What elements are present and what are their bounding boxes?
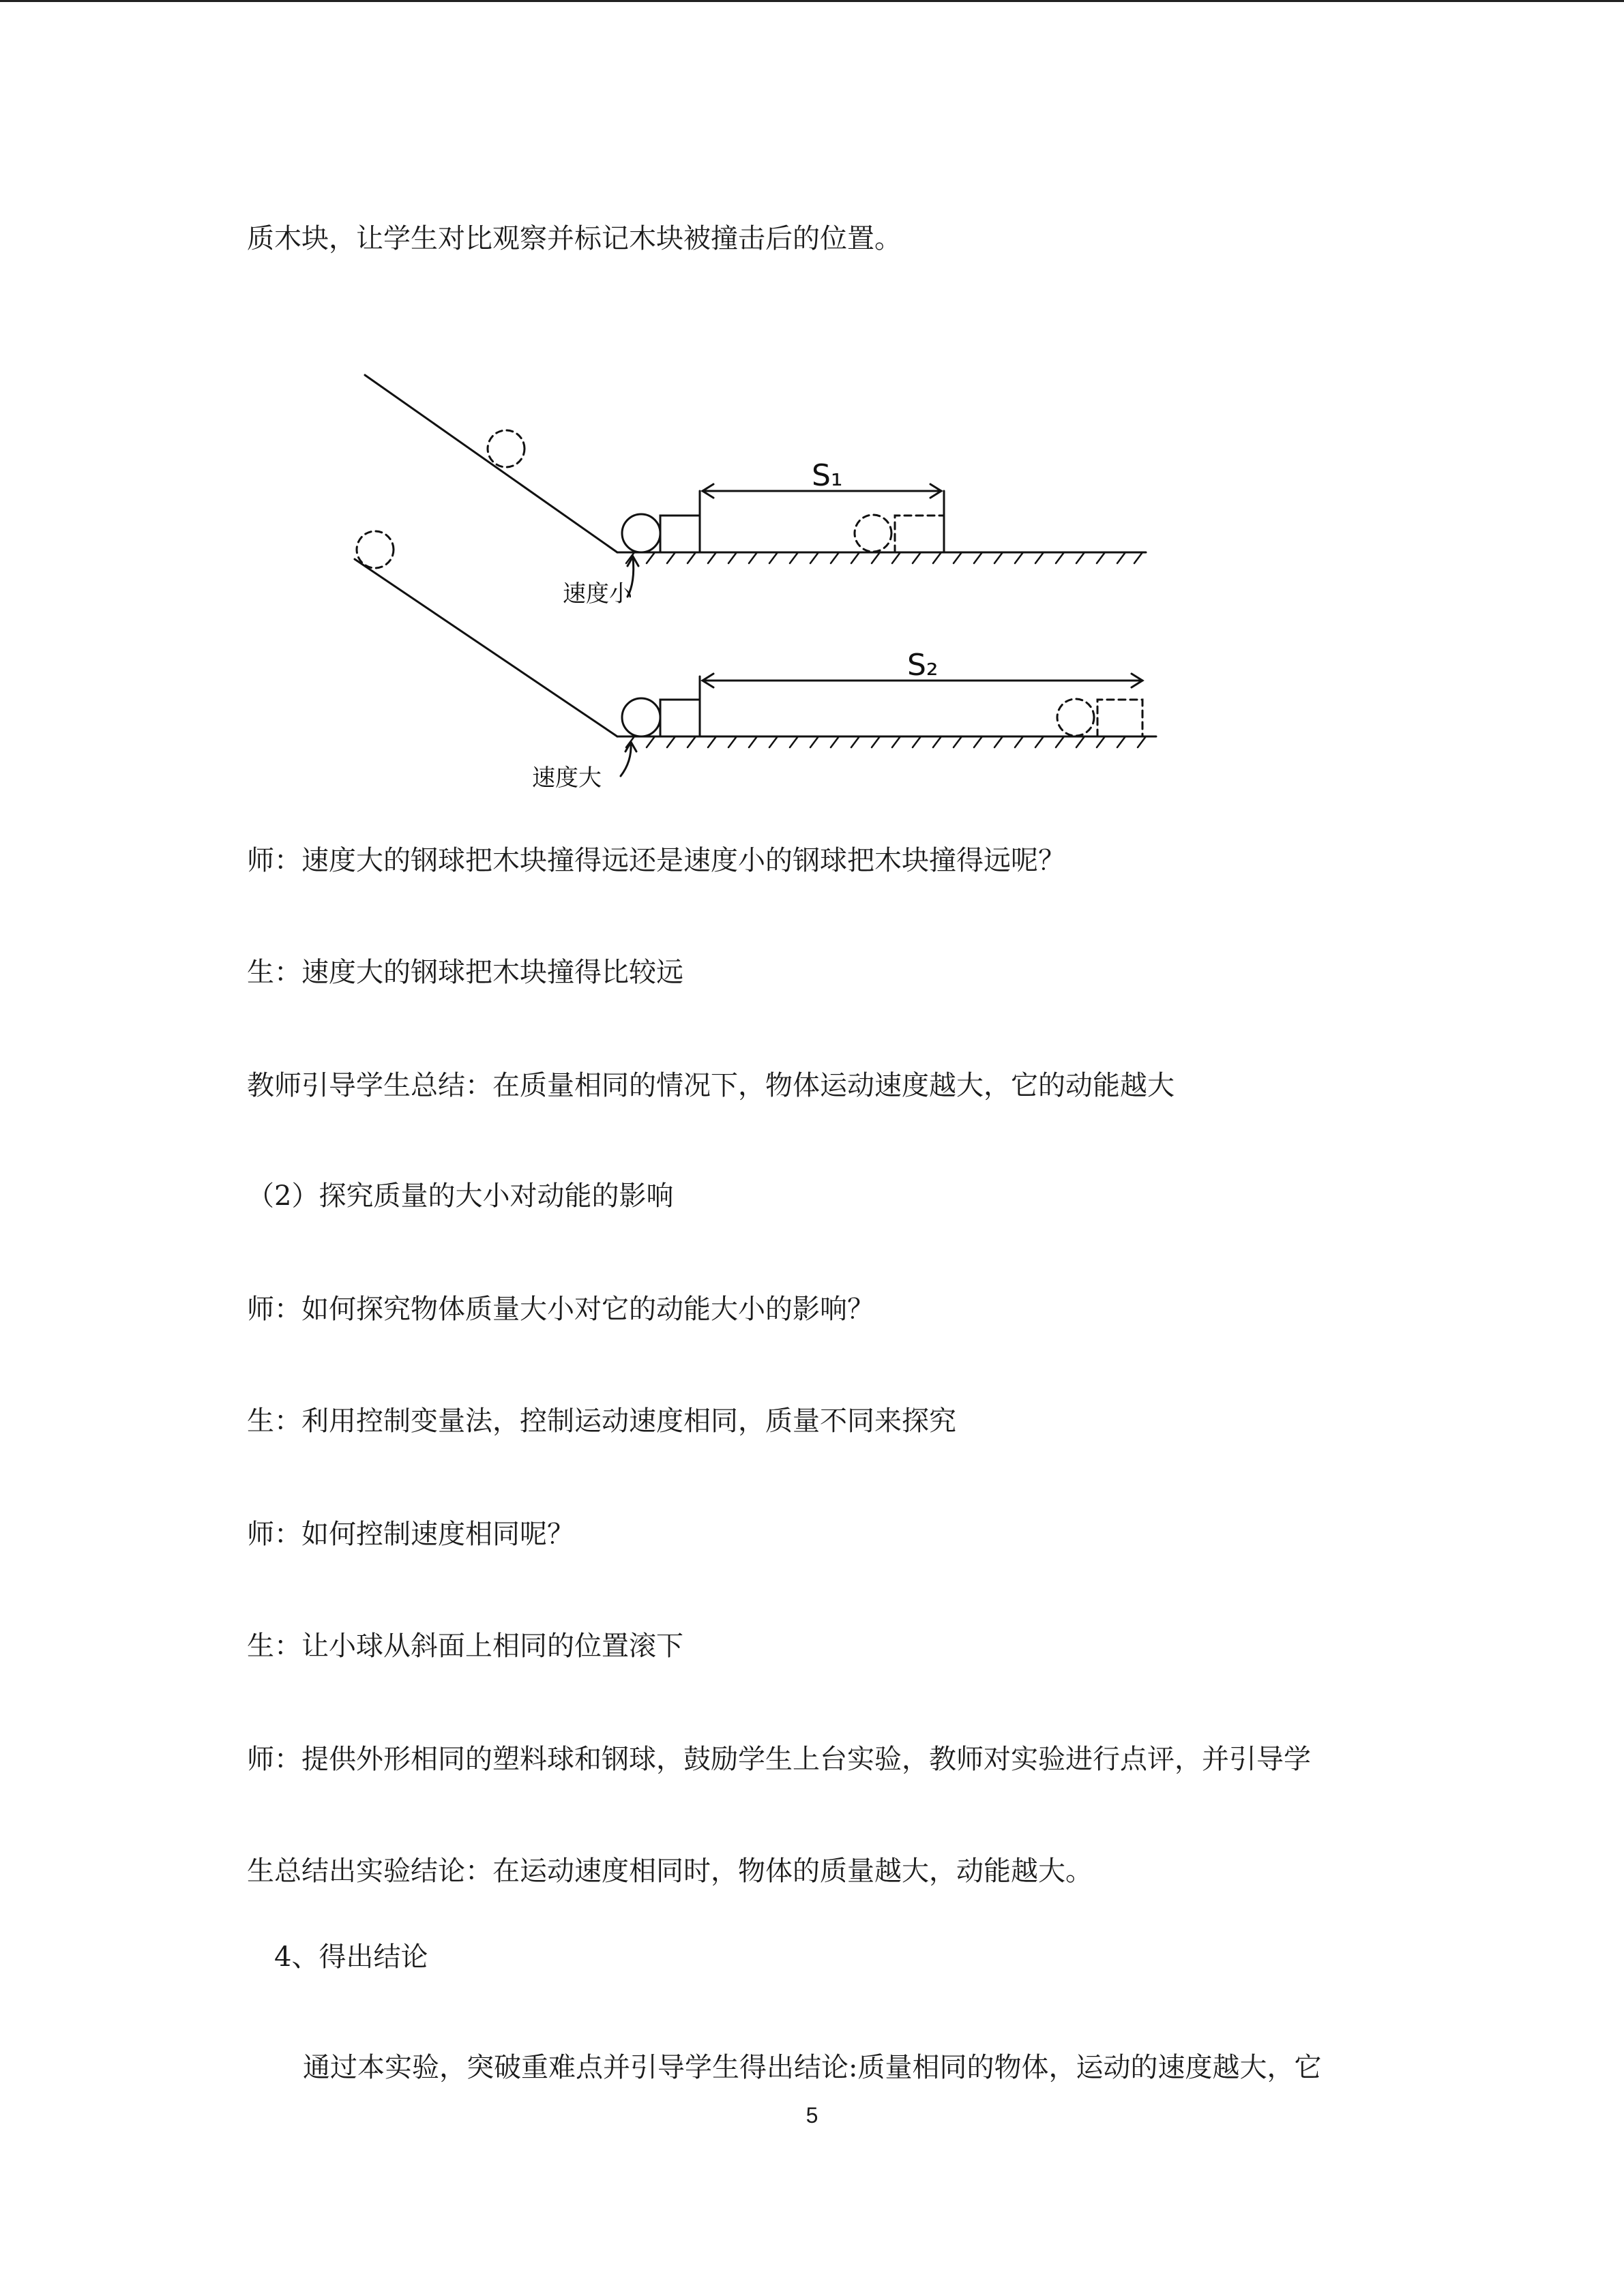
paragraph-4: 教师引导学生总结：在质量相同的情况下，物体运动速度越大，它的动能越大	[247, 1070, 1175, 1101]
upper-block	[660, 516, 700, 552]
paragraph-6: 师：如何探究物体质量大小对它的动能大小的影响？	[247, 1294, 874, 1325]
experiment-diagram	[327, 355, 1173, 805]
lower-end-block-dashed	[1097, 700, 1142, 736]
section-heading-4: 4、得出结论	[274, 1941, 428, 1973]
paragraph-8: 师：如何控制速度相同呢？	[247, 1519, 574, 1550]
lower-end-ball-dashed	[1057, 699, 1094, 736]
paragraph-11: 生总结出实验结论：在运动速度相同时，物体的质量越大，动能越大。	[247, 1855, 1093, 1887]
fast-arrow	[621, 743, 631, 776]
upper-start-ball-dashed	[488, 430, 525, 467]
paragraph-3: 生：速度大的钢球把木块撞得比较远	[247, 957, 683, 988]
upper-end-ball-dashed	[855, 515, 891, 552]
upper-incline	[365, 375, 617, 552]
slow-speed-label: 速度小	[563, 580, 632, 608]
lower-hatching	[626, 736, 1146, 747]
paragraph-2: 师：速度大的钢球把木块撞得远还是速度小的钢球把木块撞得远呢？	[247, 845, 1065, 876]
s2-label: S₂	[907, 648, 939, 683]
top-border-line	[0, 0, 1624, 2]
upper-end-block-dashed	[895, 516, 944, 552]
fast-speed-label: 速度大	[532, 764, 602, 792]
lower-ball	[622, 698, 660, 736]
paragraph-13: 通过本实验，突破重难点并引导学生得出结论:质量相同的物体，运动的速度越大，它	[303, 2052, 1322, 2083]
section-heading-2: （2）探究质量的大小对动能的影响	[247, 1180, 674, 1212]
lower-start-ball-dashed	[357, 531, 394, 568]
paragraph-9: 生：让小球从斜面上相同的位置滚下	[247, 1630, 683, 1662]
paragraph-1: 质木块，让学生对比观察并标记木块被撞击后的位置。	[247, 223, 902, 254]
upper-ball	[622, 514, 660, 552]
page-number: 5	[806, 2103, 818, 2128]
paragraph-10: 师：提供外形相同的塑料球和钢球，鼓励学生上台实验，教师对实验进行点评，并引导学	[247, 1744, 1311, 1775]
upper-hatching	[626, 552, 1142, 563]
lower-block	[660, 700, 700, 736]
paragraph-7: 生：利用控制变量法，控制运动速度相同，质量不同来探究	[247, 1405, 956, 1437]
s1-label: S₁	[812, 458, 843, 493]
